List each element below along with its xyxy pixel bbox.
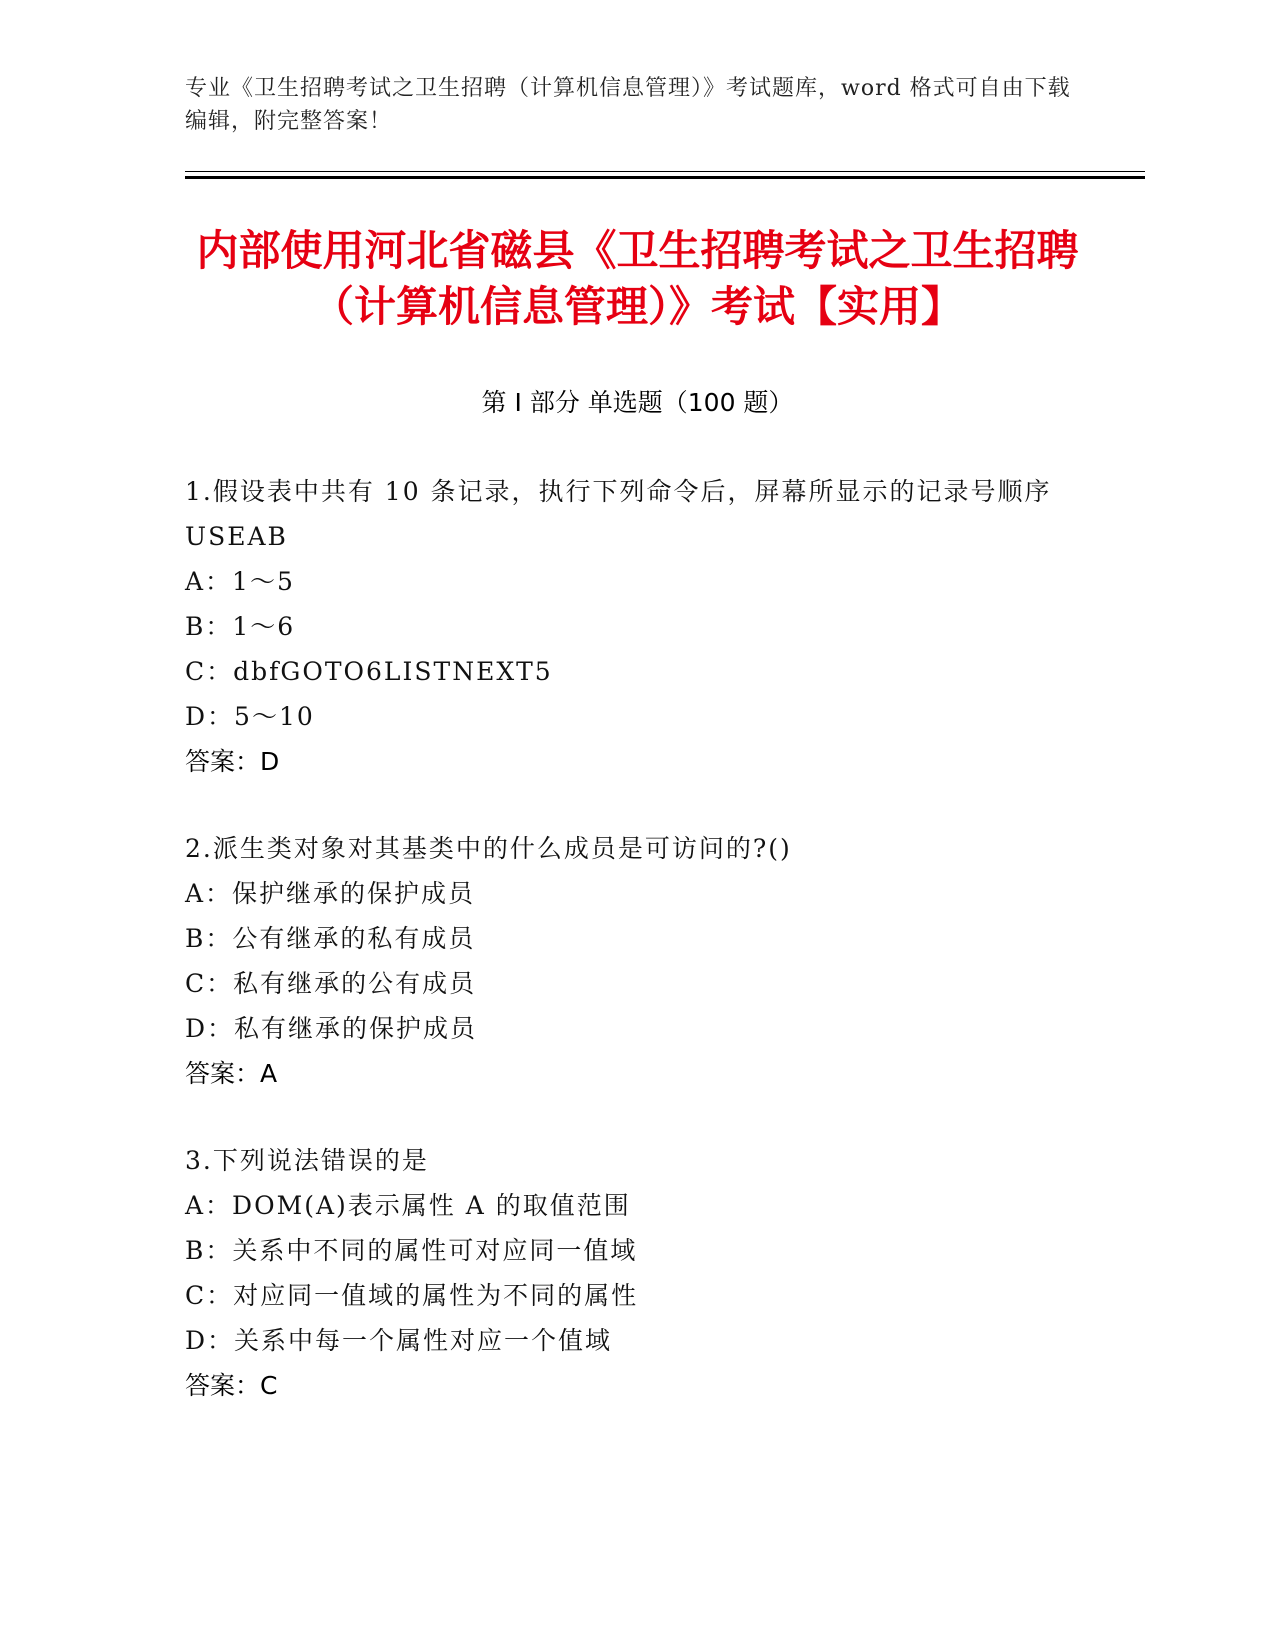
header-note: 专业《卫生招聘考试之卫生招聘（计算机信息管理）》考试题库，word 格式可自由下载编辑，附完整答案！: [185, 76, 1071, 134]
option-c: C：私有继承的公有成员: [185, 969, 477, 998]
question-1: [185, 469, 1090, 784]
header-divider-thick: [185, 176, 1145, 179]
answer-line: 答案：C: [185, 1371, 278, 1400]
document-title: 内部使用河北省磁县《卫生招聘考试之卫生招聘（计算机信息管理）》考试【实用】: [196, 226, 1079, 331]
option-d: D：5～10: [185, 702, 315, 731]
answer-line: 答案：D: [185, 747, 280, 776]
question-stem: 1.假设表中共有 10 条记录，执行下列命令后，屏幕所显示的记录号顺序 USEAB: [185, 477, 1052, 551]
question-2: [185, 826, 1090, 1096]
option-b: B：关系中不同的属性可对应同一值域: [185, 1236, 638, 1265]
option-a: A：DOM(A)表示属性 A 的取值范围: [185, 1191, 631, 1220]
question-3: [185, 1138, 1090, 1408]
question-list: [185, 469, 1090, 1450]
option-c: C：对应同一值域的属性为不同的属性: [185, 1281, 639, 1310]
section-title: 第 I 部分 单选题（100 题）: [481, 388, 794, 417]
option-b: B：公有继承的私有成员: [185, 924, 476, 953]
option-a: A：1～5: [185, 567, 295, 596]
answer-line: 答案：A: [185, 1059, 278, 1088]
question-stem: 3.下列说法错误的是: [185, 1146, 429, 1175]
header-divider-thin: [185, 171, 1145, 172]
option-d: D：私有继承的保护成员: [185, 1014, 478, 1043]
option-b: B：1～6: [185, 612, 296, 641]
option-c: C：dbfGOTO6LISTNEXT5: [185, 657, 553, 686]
option-d: D：关系中每一个属性对应一个值域: [185, 1326, 613, 1355]
option-a: A：保护继承的保护成员: [185, 879, 476, 908]
question-stem: 2.派生类对象对其基类中的什么成员是可访问的?(): [185, 834, 792, 863]
